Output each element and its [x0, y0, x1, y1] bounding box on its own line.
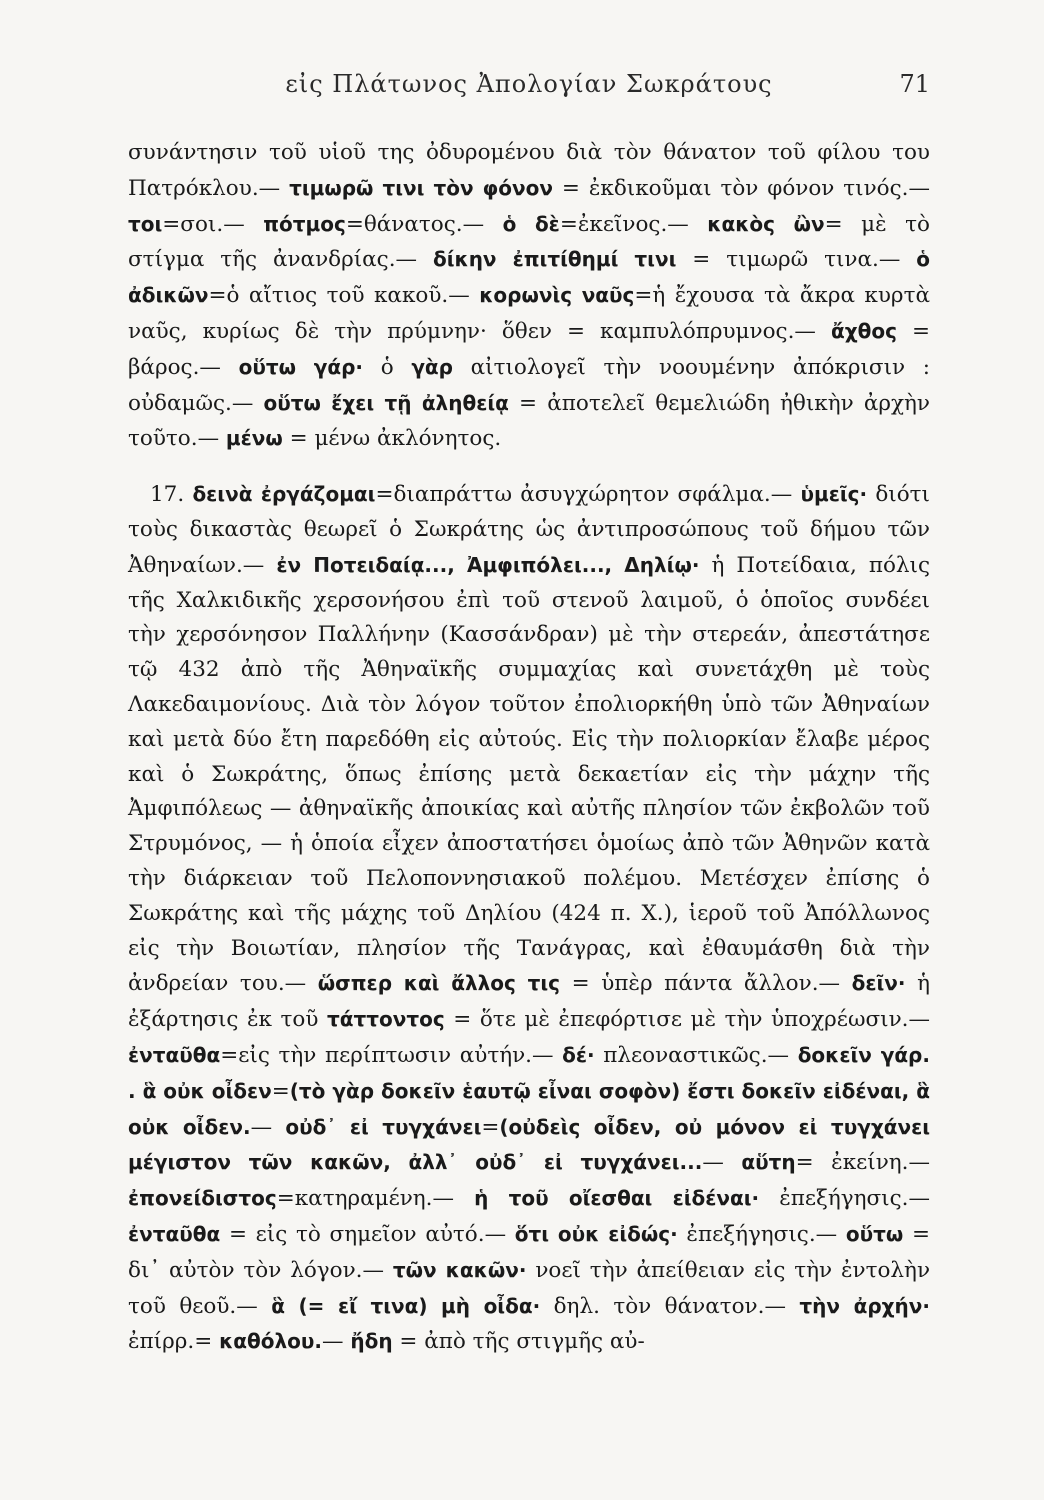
page-number: 71	[899, 70, 930, 98]
gloss-text: = τιμωρῶ τινα.—	[676, 247, 917, 273]
lemma-term: οὐδ᾽ εἰ τυγχάνει	[285, 1114, 482, 1139]
lemma-term: δέ·	[562, 1042, 595, 1067]
lemma-term: καθόλου.	[219, 1329, 322, 1354]
gloss-text: = βάρος.—	[128, 318, 930, 380]
lemma-term: δίκην ἐπιτίθημί τινι	[432, 247, 677, 272]
lemma-term: κορωνὶς ναῦς	[479, 283, 635, 308]
gloss-text: = μένω ἀκλόνητος.	[282, 426, 502, 452]
commentary-paragraph	[128, 136, 930, 457]
gloss-text: ἐπίρρ.=	[128, 1329, 220, 1355]
lemma-term: ἡ τοῦ οἴεσθαι εἰδέναι·	[474, 1186, 760, 1211]
gloss-text: νοεῖ τὴν ἀπείθειαν εἰς τὴν ἐντολὴν τοῦ θεοῦ.—	[128, 1257, 931, 1319]
gloss-text: ἐπεξήγησις.—	[759, 1186, 930, 1212]
lemma-term: ἐνταῦθα	[128, 1042, 221, 1067]
gloss-text: = ἀπὸ τῆς στιγμῆς αὐ-	[392, 1329, 645, 1355]
lemma-term: τὴν ἀρχήν·	[799, 1293, 930, 1318]
lemma-term: οὕτω γάρ·	[238, 354, 364, 379]
gloss-text: = ἐκείνη.—	[795, 1150, 930, 1176]
gloss-text: = ὅτε μὲ ἐπεφόρτισε μὲ τὴν ὑποχρέωσιν.—	[444, 1007, 930, 1033]
gloss-text: =	[271, 1078, 290, 1104]
gloss-text: =σοι.—	[162, 211, 264, 237]
lemma-term: κακὸς ὢν	[707, 211, 825, 236]
gloss-text: =ἡ ἔχουσα τὰ ἄκρα κυρτὰ ναῦς, κυρίως δὲ τὴν πρύμνην· ὅθεν = καμπυλόπρυμνος.—	[128, 283, 930, 344]
lemma-term: ὅτι οὐκ εἰδώς·	[514, 1221, 678, 1246]
gloss-text: συνάντησιν τοῦ υἱοῦ της ὀδυρομένου διὰ τὸν θάνατον τοῦ φίλου του Πατρόκλου.—	[128, 140, 930, 201]
gloss-text: ἡ Ποτείδαια, πόλις τῆς Χαλκιδικῆς χερσονήσου ἐπὶ τοῦ στενοῦ λαιμοῦ, ὁ ὁποῖος συνδέει τὴν χερσόνησον Παλλήνην (Κασσάνδραν) μὲ τὴν στερεάν, ἀπεστάτησε τῷ 432 ἀπὸ τῆς Ἀθηναϊκῆς συμμαχίας καὶ συνετάχθη μὲ τοὺς Λακεδαιμονίους. Διὰ τὸν λόγον τοῦτον ἐπολιορκήθη ὑπὸ τῶν Ἀθηναίων καὶ μετὰ δύο ἔτη παρεδόθη εἰς αὐτούς. Εἰς τὴν πολιορκίαν ἔλαβε μέρος καὶ ὁ Σωκράτης, ὅπως ἐπίσης μετὰ δεκαετίαν εἰς τὴν μάχην τῆς Ἀμφιπόλεως — ἀθηναϊκῆς ἀποικίας καὶ αὐτῆς πλησίον τῶν ἐκβολῶν τοῦ Στρυμόνος, — ἡ ὁποία εἶχεν ἀποστατήσει ὁμοίως ἀπὸ τῶν Ἀθηνῶν κατὰ τὴν διάρκειαν τοῦ Πελοποννησιακοῦ πολέμου. Μετέσχεν ἐπίσης ὁ Σωκράτης καὶ τῆς μάχης τοῦ Δηλίου (424 π. Χ.), ἱεροῦ τοῦ Ἀπόλλωνος εἰς τὴν Βοιωτίαν, πλησίον τῆς Τανάγρας, καὶ ἐθαυμάσθη διὰ τὴν ἀνδρείαν του.—	[128, 552, 930, 997]
gloss-text: =θάνατος.—	[345, 211, 503, 237]
lemma-term: ἤδη	[350, 1329, 393, 1354]
book-page	[128, 62, 930, 1360]
gloss-text: =ὁ αἴτιος τοῦ κακοῦ.—	[208, 283, 480, 309]
lemma-term: ὁ δὲ	[502, 211, 560, 236]
gloss-text: = εἰς τὸ σημεῖον αὐτό.—	[220, 1221, 515, 1247]
gloss-text: =διαπράττω ἀσυγχώρητον σφάλμα.—	[375, 482, 801, 508]
lemma-term: ἐν Ποτειδαίᾳ..., Ἀμφιπόλει..., Δηλίῳ·	[276, 552, 700, 577]
gloss-text: =ἐκεῖνος.—	[559, 211, 708, 237]
gloss-text: = ἐκδικοῦμαι τὸν φόνον τινός.—	[553, 175, 930, 201]
gloss-text: =εἰς τὴν περίπτωσιν αὐτήν.—	[220, 1042, 563, 1068]
lemma-term: τῶν κακῶν·	[392, 1257, 527, 1282]
lemma-term: ἐνταῦθα	[128, 1221, 221, 1246]
lemma-term: οὕτω ἔχει τῇ ἀληθείᾳ	[263, 390, 509, 415]
gloss-text: —	[702, 1150, 742, 1176]
lemma-term: ὥσπερ καὶ ἄλλος τις	[317, 971, 560, 996]
lemma-term: μένω	[225, 426, 283, 451]
lemma-term: τιμωρῶ τινι τὸν φόνον	[289, 175, 554, 200]
lemma-term: γὰρ	[411, 354, 453, 379]
lemma-term: (τὸ γὰρ δοκεῖν ἑαυτῷ εἶναι σοφὸν) ἔστι δοκεῖν εἰδέναι, ἃ οὐκ οἶδεν.	[128, 1078, 930, 1139]
gloss-text: = ὑπὲρ πάντα ἄλλον.—	[560, 971, 852, 997]
lemma-term: τάττοντος	[326, 1007, 445, 1032]
gloss-text: αἰτιολογεῖ τὴν νοουμένην ἀπόκρισιν : οὐδαμῶς.—	[128, 354, 931, 416]
gloss-text: = ἀποτελεῖ θεμελιώδη ἠθικὴν ἀρχὴν τοῦτο.—	[128, 390, 930, 452]
lemma-term: (οὐδεὶς οἶδεν, οὐ μόνον εἰ τυγχάνει μέγιστον τῶν κακῶν, ἀλλ᾽ οὐδ᾽ εἰ τυγχάνει...	[128, 1114, 931, 1175]
lemma-term: πότμος	[263, 211, 346, 236]
gloss-text: —	[250, 1114, 286, 1140]
gloss-text: ἐπεξήγησις.—	[677, 1221, 846, 1247]
lemma-term: δοκεῖν γάρ. . ἃ οὐκ οἶδεν	[128, 1042, 930, 1103]
gloss-text: = δι᾽ αὐτὸν τὸν λόγον.—	[128, 1221, 930, 1283]
commentary-text	[128, 136, 930, 1360]
lemma-term: ὑμεῖς·	[800, 482, 868, 507]
lemma-term: ἃ (= εἴ τινα) μὴ οἶδα·	[271, 1293, 541, 1318]
gloss-text: δηλ. τὸν θάνατον.—	[540, 1293, 800, 1319]
commentary-paragraph	[128, 477, 930, 1360]
gloss-text: =	[481, 1114, 500, 1140]
lemma-term: ὁ ἀδικῶν	[128, 247, 931, 308]
lemma-term: ἐπονείδιστος	[128, 1186, 277, 1211]
gloss-text: =κατηραμένη.—	[276, 1186, 475, 1212]
page-header	[128, 62, 930, 112]
lemma-term: δεινὰ ἐργάζομαι	[192, 482, 376, 507]
gloss-text: πλεοναστικῶς.—	[594, 1042, 798, 1068]
gloss-text: διότι τοὺς δικαστὰς θεωρεῖ ὁ Σωκράτης ὡς ἀντιπροσώπους τοῦ δήμου τῶν Ἀθηναίων.—	[128, 482, 930, 578]
running-title: εἰς Πλάτωνος Ἀπολογίαν Σωκράτους	[285, 70, 773, 98]
gloss-text: ἡ ἐξάρτησις ἐκ τοῦ	[128, 971, 931, 1033]
gloss-text: 17.	[150, 482, 193, 508]
gloss-text: = μὲ τὸ στίγμα τῆς ἀνανδρίας.—	[128, 211, 930, 273]
gloss-text: —	[322, 1329, 351, 1355]
lemma-term: αὕτη	[741, 1150, 796, 1175]
lemma-term: οὕτω	[845, 1221, 904, 1246]
lemma-term: τοι	[128, 211, 163, 236]
gloss-text: ὁ	[363, 354, 412, 380]
lemma-term: ἄχθος	[830, 318, 897, 343]
lemma-term: δεῖν·	[851, 971, 906, 996]
